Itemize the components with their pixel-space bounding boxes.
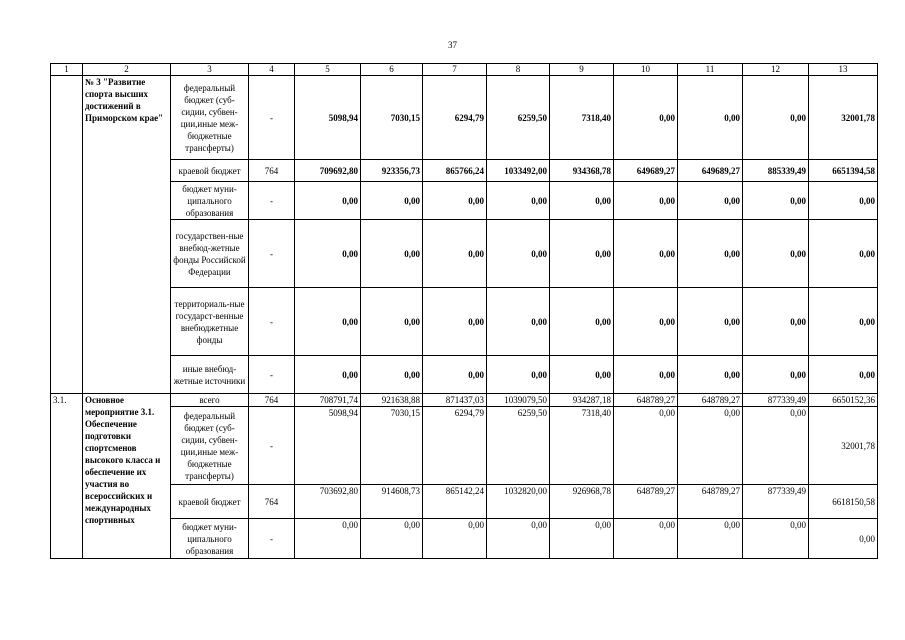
funding-source-cell: федеральный бюджет (суб-сидии, субвен-ции,иные меж-бюджетные трансферты) — [171, 407, 249, 485]
value-cell: 0,00 — [295, 288, 361, 356]
value-cell: 648789,27 — [678, 394, 743, 407]
funding-source-cell: бюджет муни-ципального образования — [171, 519, 249, 559]
value-cell: 32001,78 — [809, 407, 878, 485]
column-header: 10 — [614, 64, 678, 76]
row-number-cell: 3.1. — [51, 394, 83, 559]
value-cell: 7030,15 — [361, 407, 423, 485]
code-cell: - — [249, 76, 295, 160]
column-header: 3 — [171, 64, 249, 76]
funding-source-cell: иные внебюд-жетные источники — [171, 356, 249, 394]
value-cell: 0,00 — [743, 356, 809, 394]
table-row — [51, 182, 878, 220]
column-header: 8 — [487, 64, 550, 76]
value-cell: 0,00 — [361, 220, 423, 288]
value-cell: 7318,40 — [550, 407, 614, 485]
value-cell: 865142,24 — [423, 485, 487, 519]
column-header: 11 — [678, 64, 743, 76]
value-cell: 0,00 — [550, 356, 614, 394]
value-cell: 0,00 — [550, 519, 614, 559]
value-cell: 0,00 — [295, 220, 361, 288]
column-header: 9 — [550, 64, 614, 76]
column-header: 12 — [743, 64, 809, 76]
value-cell: 703692,80 — [295, 485, 361, 519]
table-row — [51, 407, 878, 485]
column-header: 4 — [249, 64, 295, 76]
column-header: 6 — [361, 64, 423, 76]
funding-source-cell: территориаль-ные государст-венные внебюджетные фонды — [171, 288, 249, 356]
value-cell: 0,00 — [361, 356, 423, 394]
value-cell: 923356,73 — [361, 160, 423, 182]
value-cell: 877339,49 — [743, 394, 809, 407]
table-row — [51, 356, 878, 394]
value-cell: 0,00 — [361, 519, 423, 559]
value-cell: 885339,49 — [743, 160, 809, 182]
code-cell: 764 — [249, 485, 295, 519]
value-cell: 0,00 — [743, 220, 809, 288]
value-cell: 32001,78 — [809, 76, 878, 160]
value-cell: 0,00 — [743, 182, 809, 220]
value-cell: 877339,49 — [743, 485, 809, 519]
table-row — [51, 160, 878, 182]
table-row — [51, 394, 878, 407]
code-cell: - — [249, 407, 295, 485]
value-cell: 6259,50 — [487, 407, 550, 485]
table-row — [51, 288, 878, 356]
funding-source-cell: федеральный бюджет (суб-сидии, субвен-ции,иные меж-бюджетные трансферты) — [171, 76, 249, 160]
funding-source-cell: всего — [171, 394, 249, 407]
value-cell: 0,00 — [423, 519, 487, 559]
table-row — [51, 519, 878, 559]
value-cell: 0,00 — [678, 288, 743, 356]
column-header: 1 — [51, 64, 83, 76]
value-cell: 0,00 — [423, 356, 487, 394]
value-cell: 934287,18 — [550, 394, 614, 407]
value-cell: 0,00 — [487, 288, 550, 356]
value-cell: 0,00 — [423, 288, 487, 356]
value-cell: 0,00 — [743, 519, 809, 559]
code-cell: - — [249, 356, 295, 394]
value-cell: 0,00 — [678, 182, 743, 220]
value-cell: 921638,88 — [361, 394, 423, 407]
value-cell: 0,00 — [743, 288, 809, 356]
value-cell: 1032820,00 — [487, 485, 550, 519]
value-cell: 1039079,50 — [487, 394, 550, 407]
value-cell: 648789,27 — [614, 394, 678, 407]
value-cell: 0,00 — [614, 220, 678, 288]
value-cell: 0,00 — [743, 76, 809, 160]
value-cell: 648789,27 — [678, 485, 743, 519]
value-cell: 871437,03 — [423, 394, 487, 407]
value-cell: 0,00 — [487, 182, 550, 220]
value-cell: 0,00 — [809, 220, 878, 288]
value-cell: 0,00 — [487, 356, 550, 394]
funding-source-cell: краевой бюджет — [171, 160, 249, 182]
column-header: 2 — [83, 64, 171, 76]
value-cell: 6650152,36 — [809, 394, 878, 407]
funding-source-cell: краевой бюджет — [171, 485, 249, 519]
value-cell: 6651394,58 — [809, 160, 878, 182]
value-cell: 708791,74 — [295, 394, 361, 407]
table-body — [51, 64, 878, 559]
code-cell: 764 — [249, 394, 295, 407]
budget-table — [50, 63, 878, 559]
value-cell: 0,00 — [423, 220, 487, 288]
header-row — [51, 64, 878, 76]
value-cell: 926968,78 — [550, 485, 614, 519]
funding-source-cell: бюджет муни-ципального образования — [171, 182, 249, 220]
value-cell: 1033492,00 — [487, 160, 550, 182]
code-cell: 764 — [249, 160, 295, 182]
code-cell: - — [249, 220, 295, 288]
column-header: 5 — [295, 64, 361, 76]
code-cell: - — [249, 519, 295, 559]
value-cell: 865766,24 — [423, 160, 487, 182]
value-cell: 7030,15 — [361, 76, 423, 160]
value-cell: 649689,27 — [678, 160, 743, 182]
value-cell: 0,00 — [809, 519, 878, 559]
program-title-cell: № 3 "Развитие спорта высших достижений в Приморском крае" — [83, 76, 171, 394]
value-cell: 648789,27 — [614, 485, 678, 519]
value-cell: 6618150,58 — [809, 485, 878, 519]
value-cell: 0,00 — [550, 220, 614, 288]
table-row — [51, 220, 878, 288]
value-cell: 0,00 — [678, 220, 743, 288]
value-cell: 934368,78 — [550, 160, 614, 182]
value-cell: 5098,94 — [295, 76, 361, 160]
value-cell: 6294,79 — [423, 76, 487, 160]
value-cell: 0,00 — [614, 182, 678, 220]
value-cell: 0,00 — [614, 76, 678, 160]
value-cell: 649689,27 — [614, 160, 678, 182]
value-cell: 0,00 — [614, 288, 678, 356]
value-cell: 0,00 — [361, 182, 423, 220]
table-row — [51, 485, 878, 519]
value-cell: 0,00 — [678, 76, 743, 160]
table-row — [51, 76, 878, 160]
value-cell: 0,00 — [487, 220, 550, 288]
page-number: 37 — [448, 40, 457, 50]
code-cell: - — [249, 288, 295, 356]
value-cell: 0,00 — [614, 356, 678, 394]
row-number-cell — [51, 76, 83, 394]
column-header: 7 — [423, 64, 487, 76]
value-cell: 0,00 — [487, 519, 550, 559]
value-cell: 914608,73 — [361, 485, 423, 519]
value-cell: 0,00 — [678, 407, 743, 485]
value-cell: 0,00 — [678, 519, 743, 559]
activity-title-cell: Основное мероприятие 3.1. Обеспечение подготовки спортсменов высокого класса и обеспечение их участия во всероссийских и международных спортивных — [83, 394, 171, 559]
value-cell: 0,00 — [614, 519, 678, 559]
funding-source-cell: государствен-ные внебюд-жетные фонды Российской Федерации — [171, 220, 249, 288]
value-cell: 0,00 — [295, 519, 361, 559]
value-cell: 709692,80 — [295, 160, 361, 182]
value-cell: 0,00 — [809, 182, 878, 220]
value-cell: 0,00 — [361, 288, 423, 356]
value-cell: 0,00 — [295, 356, 361, 394]
value-cell: 0,00 — [550, 288, 614, 356]
code-cell: - — [249, 182, 295, 220]
value-cell: 6294,79 — [423, 407, 487, 485]
value-cell: 0,00 — [743, 407, 809, 485]
value-cell: 0,00 — [678, 356, 743, 394]
value-cell: 6259,50 — [487, 76, 550, 160]
value-cell: 0,00 — [295, 182, 361, 220]
value-cell: 7318,40 — [550, 76, 614, 160]
value-cell: 5098,94 — [295, 407, 361, 485]
value-cell: 0,00 — [809, 288, 878, 356]
value-cell: 0,00 — [423, 182, 487, 220]
column-header: 13 — [809, 64, 878, 76]
value-cell: 0,00 — [614, 407, 678, 485]
value-cell: 0,00 — [550, 182, 614, 220]
value-cell: 0,00 — [809, 356, 878, 394]
